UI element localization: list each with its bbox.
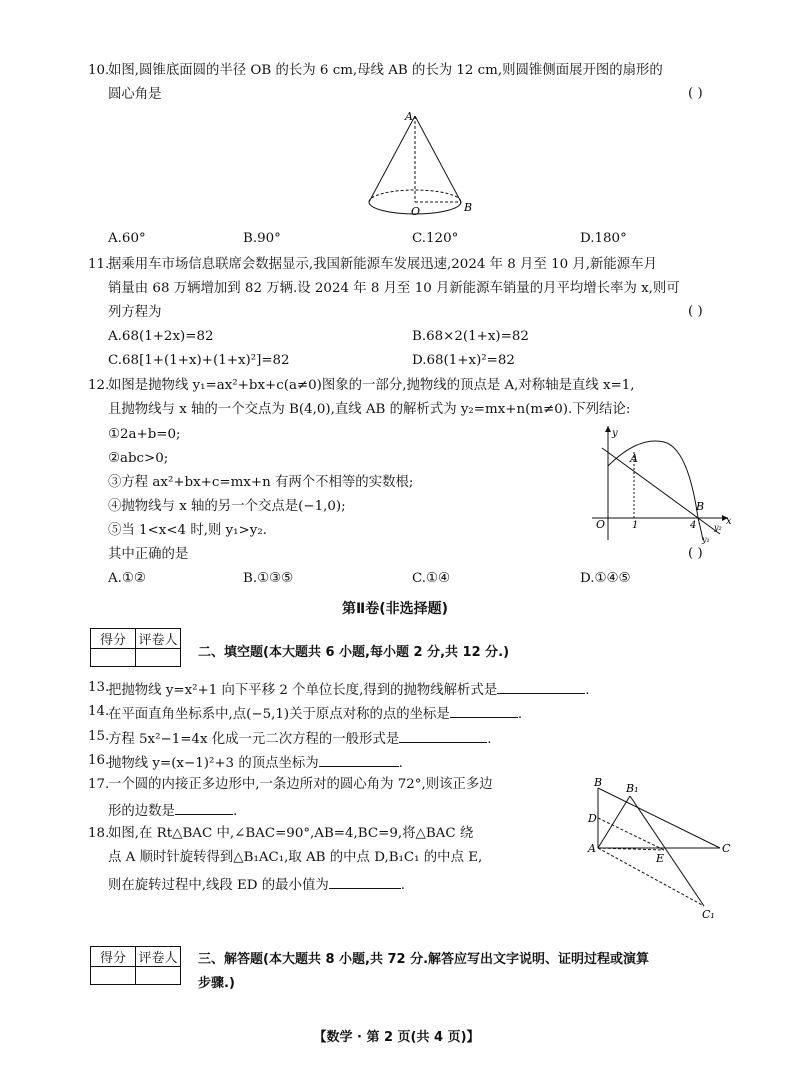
triangle-label-e: E — [656, 852, 665, 865]
q12-option-b: B.①③⑤ — [243, 571, 294, 586]
q18-answer-blank[interactable] — [329, 874, 401, 889]
q12-item-3: ③方程 ax²+bx+c=mx+n 有两个不相等的实数根; — [108, 475, 414, 490]
q10-line2: 圆心角是 — [108, 87, 162, 102]
grader-header-2: 评卷人 — [136, 947, 181, 967]
score-cell-2[interactable] — [91, 967, 136, 985]
q13-number: 13. — [88, 680, 110, 695]
section3-heading-line1: 三、解答题(本大题共 8 小题,共 72 分.解答应写出文字说明、证明过程或演算 — [198, 952, 650, 967]
q13-answer-blank[interactable] — [497, 679, 585, 694]
parabola-label-1: 1 — [632, 520, 639, 531]
triangle-label-c: C — [722, 842, 731, 855]
triangle-label-b1: B₁ — [626, 782, 639, 795]
q12-line1: 如图是抛物线 y₁=ax²+bx+c(a≠0)图象的一部分,抛物线的顶点是 A,对称轴是直线 x=1, — [108, 378, 635, 393]
q17-line2: 形的边数是 . — [108, 800, 237, 821]
q10-line1: 如图,圆锥底面圆的半径 OB 的长为 6 cm,母线 AB 的长为 12 cm,则圆锥侧面展开图的扇形的 — [108, 63, 663, 78]
parabola-label-x: x — [726, 516, 732, 527]
q10-option-a: A.60° — [108, 231, 146, 246]
q10-option-d: D.180° — [580, 231, 627, 246]
q12-option-c: C.①④ — [412, 571, 451, 586]
q12-item-4: ④抛物线与 x 轴的另一个交点是(−1,0); — [108, 499, 346, 514]
page-footer: 【数学 · 第 2 页(共 4 页)】 — [313, 1030, 480, 1045]
q12-item-2: ②abc>0; — [108, 451, 169, 466]
parabola-label-y1: y₁ — [702, 535, 710, 544]
q12-number: 12. — [88, 378, 110, 393]
q18-number: 18. — [88, 826, 110, 841]
q11-answer-paren: ( ) — [688, 304, 703, 319]
cone-label-o: O — [411, 205, 421, 218]
triangle-figure — [584, 776, 744, 924]
grader-cell-2[interactable] — [136, 967, 181, 985]
q11-option-d: D.68(1+x)²=82 — [412, 353, 515, 368]
q10-number: 10. — [88, 63, 110, 78]
q11-number: 11. — [88, 257, 110, 272]
q11-option-a: A.68(1+2x)=82 — [108, 329, 214, 344]
cone-label-a: A — [405, 110, 413, 123]
part2-title: 第Ⅱ卷(非选择题) — [342, 601, 449, 617]
q14-answer-blank[interactable] — [450, 703, 518, 718]
q16-answer-blank[interactable] — [319, 752, 399, 767]
q10-answer-paren: ( ) — [688, 86, 703, 101]
q18-line3: 则在旋转过程中,线段 ED 的最小值为 . — [108, 874, 405, 895]
score-table-2 — [90, 946, 181, 985]
section2-heading: 二、填空题(本大题共 6 小题,每小题 2 分,共 12 分.) — [198, 645, 510, 660]
q12-option-d: D.①④⑤ — [580, 571, 631, 586]
q14-text: 在平面直角坐标系中,点(−5,1)关于原点对称的点的坐标是 . — [108, 703, 522, 724]
q12-item-1: ①2a+b=0; — [108, 427, 181, 442]
score-cell[interactable] — [91, 649, 136, 667]
score-header-2: 得分 — [91, 947, 136, 967]
cone-label-b: B — [464, 201, 473, 214]
score-table — [90, 628, 181, 667]
parabola-label-a: A — [630, 452, 638, 465]
parabola-label-4: 4 — [690, 520, 697, 531]
q12-line2: 且抛物线与 x 轴的一个交点为 B(4,0),直线 AB 的解析式为 y₂=mx+n(m≠0).下列结论: — [108, 402, 631, 417]
triangle-label-c1: C₁ — [702, 908, 715, 921]
q12-question: 其中正确的是 — [108, 547, 189, 562]
q13-text: 把抛物线 y=x²+1 向下平移 2 个单位长度,得到的抛物线解析式是 . — [108, 679, 590, 700]
q10-option-b: B.90° — [243, 231, 281, 246]
parabola-label-y2: y₂ — [714, 523, 722, 532]
q12-option-a: A.①② — [108, 571, 146, 586]
q11-option-c: C.68[1+(1+x)+(1+x)²]=82 — [108, 353, 290, 368]
q10-option-c: C.120° — [412, 231, 459, 246]
q11-option-b: B.68×2(1+x)=82 — [412, 329, 529, 344]
grader-cell[interactable] — [136, 649, 181, 667]
section3-heading-line2: 步骤.) — [198, 976, 235, 991]
q17-line1: 一个圆的内接正多边形中,一条边所对的圆心角为 72°,则该正多边 — [108, 777, 493, 792]
grader-header: 评卷人 — [136, 629, 181, 649]
q18-line1: 如图,在 Rt△BAC 中,∠BAC=90°,AB=4,BC=9,将△BAC 绕 — [108, 826, 474, 841]
q14-number: 14. — [88, 704, 110, 719]
q11-line3: 列方程为 — [108, 305, 162, 320]
q11-line1: 据乘用车市场信息联席会数据显示,我国新能源车发展迅速,2024 年 8 月至 10 月,新能源车月 — [108, 257, 657, 272]
parabola-label-o: O — [596, 518, 606, 531]
score-header: 得分 — [91, 629, 136, 649]
q12-answer-paren: ( ) — [688, 546, 703, 561]
q16-text: 抛物线 y=(x−1)²+3 的顶点坐标为 . — [108, 752, 403, 773]
parabola-label-b: B — [696, 500, 705, 513]
q16-number: 16. — [88, 753, 110, 768]
parabola-label-y: y — [612, 428, 618, 439]
q15-number: 15. — [88, 729, 110, 744]
triangle-label-b: B — [594, 776, 603, 789]
parabola-figure — [588, 422, 734, 544]
triangle-label-d: D — [588, 812, 597, 825]
q18-line2: 点 A 顺时针旋转得到△B₁AC₁,取 AB 的中点 D,B₁C₁ 的中点 E, — [108, 850, 483, 865]
q17-number: 17. — [88, 777, 110, 792]
q15-answer-blank[interactable] — [399, 728, 487, 743]
q12-item-5: ⑤当 1<x<4 时,则 y₁>y₂. — [108, 523, 267, 538]
q11-line2: 销量由 68 万辆增加到 82 万辆.设 2024 年 8 月至 10 月新能源车销量的月平均增长率为 x,则可 — [108, 281, 680, 296]
q15-text: 方程 5x²−1=4x 化成一元二次方程的一般形式是 . — [108, 728, 492, 749]
q17-answer-blank[interactable] — [175, 800, 233, 815]
triangle-label-a: A — [588, 842, 596, 855]
cone-figure — [355, 108, 485, 223]
